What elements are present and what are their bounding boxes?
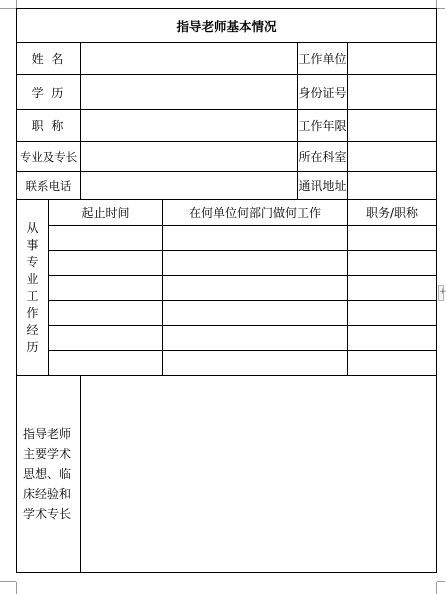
form-title: 指导老师基本情况 xyxy=(17,9,437,43)
input-title[interactable] xyxy=(81,110,298,142)
col-header-unit-work: 在何单位何部门做何工作 xyxy=(163,200,348,226)
exp-period-cell[interactable] xyxy=(49,276,163,301)
input-name[interactable] xyxy=(81,43,298,75)
exp-position-cell[interactable] xyxy=(348,301,437,326)
exp-period-cell[interactable] xyxy=(49,251,163,276)
label-work-years: 工作年限 xyxy=(298,110,348,142)
input-education[interactable] xyxy=(81,75,298,110)
input-address[interactable] xyxy=(348,172,437,200)
exp-period-cell[interactable] xyxy=(49,301,163,326)
exp-unit-cell[interactable] xyxy=(163,251,348,276)
exp-unit-cell[interactable] xyxy=(163,351,348,376)
input-academic[interactable] xyxy=(81,376,437,573)
label-name: 姓 名 xyxy=(17,43,81,75)
exp-unit-cell[interactable] xyxy=(163,326,348,351)
exp-unit-cell[interactable] xyxy=(163,301,348,326)
label-work-unit: 工作单位 xyxy=(298,43,348,75)
exp-period-cell[interactable] xyxy=(49,326,163,351)
exp-period-cell[interactable] xyxy=(49,226,163,251)
exp-position-cell[interactable] xyxy=(348,251,437,276)
label-experience: 从事专业工作经历 xyxy=(17,200,49,376)
input-specialty[interactable] xyxy=(81,142,298,172)
input-work-unit[interactable] xyxy=(348,43,437,75)
label-department: 所在科室 xyxy=(298,142,348,172)
page-break-marker-icon: + xyxy=(438,285,444,301)
exp-unit-cell[interactable] xyxy=(163,226,348,251)
label-id-number: 身份证号 xyxy=(298,75,348,110)
input-work-years[interactable] xyxy=(348,110,437,142)
input-id-number[interactable] xyxy=(348,75,437,110)
label-address: 通讯地址 xyxy=(298,172,348,200)
label-specialty: 专业及专长 xyxy=(17,142,81,172)
col-header-period: 起止时间 xyxy=(49,200,163,226)
exp-position-cell[interactable] xyxy=(348,276,437,301)
advisor-info-table xyxy=(16,8,437,573)
exp-position-cell[interactable] xyxy=(348,326,437,351)
exp-unit-cell[interactable] xyxy=(163,276,348,301)
label-phone: 联系电话 xyxy=(17,172,81,200)
col-header-position: 职务/职称 xyxy=(348,200,437,226)
input-department[interactable] xyxy=(348,142,437,172)
exp-position-cell[interactable] xyxy=(348,226,437,251)
exp-period-cell[interactable] xyxy=(49,351,163,376)
exp-position-cell[interactable] xyxy=(348,351,437,376)
label-academic: 指导老师主要学术思想、临床经验和学术专长 xyxy=(17,376,81,573)
label-education: 学 历 xyxy=(17,75,81,110)
label-title: 职 称 xyxy=(17,110,81,142)
input-phone[interactable] xyxy=(81,172,298,200)
